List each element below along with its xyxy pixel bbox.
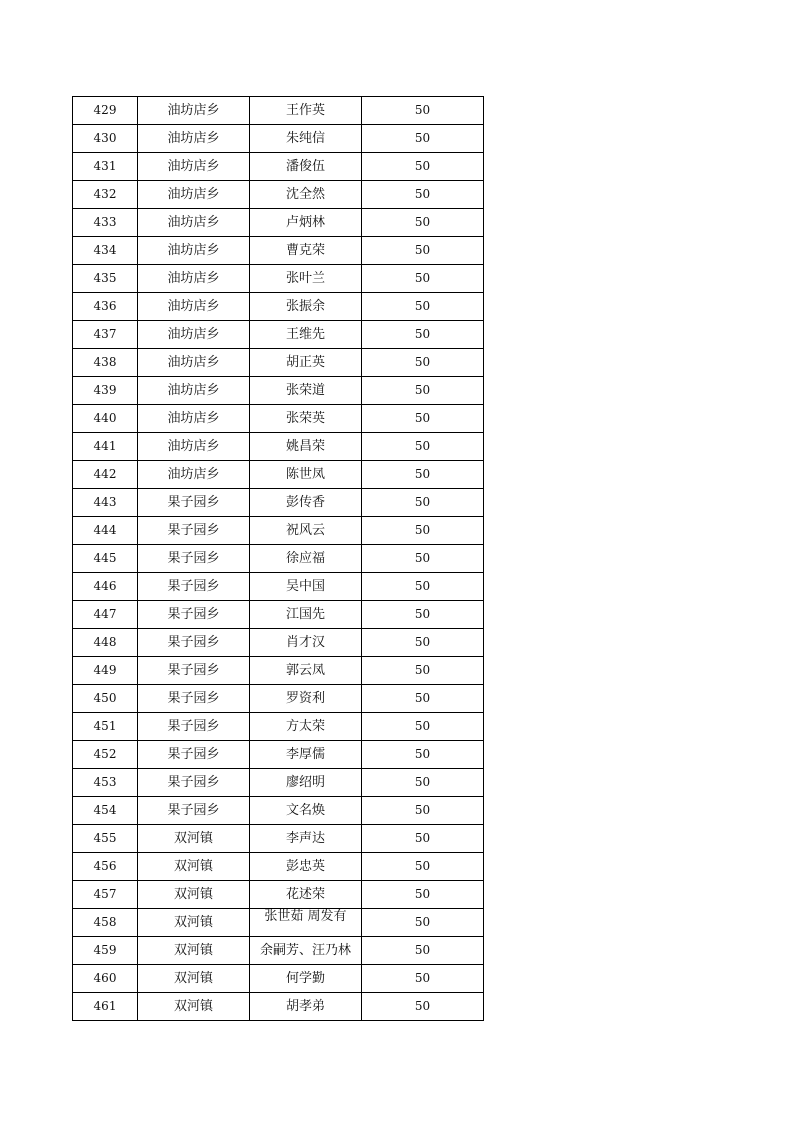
township-cell: 双河镇 (138, 965, 250, 993)
table-row (73, 209, 484, 237)
row-number-cell: 442 (73, 461, 138, 489)
table-row (73, 433, 484, 461)
table-row (73, 545, 484, 573)
person-name-cell: 胡孝弟 (250, 993, 362, 1021)
person-name-cell: 姚昌荣 (250, 433, 362, 461)
person-name-cell: 卢炳林 (250, 209, 362, 237)
township-cell: 油坊店乡 (138, 293, 250, 321)
row-number-cell: 461 (73, 993, 138, 1021)
amount-cell: 50 (362, 377, 484, 405)
row-number-cell: 448 (73, 629, 138, 657)
amount-cell: 50 (362, 937, 484, 965)
amount-cell: 50 (362, 825, 484, 853)
amount-cell: 50 (362, 293, 484, 321)
amount-cell: 50 (362, 489, 484, 517)
township-cell: 果子园乡 (138, 769, 250, 797)
township-cell: 果子园乡 (138, 713, 250, 741)
table-row (73, 993, 484, 1021)
table-row (73, 153, 484, 181)
table-row (73, 797, 484, 825)
person-name-cell: 肖才汉 (250, 629, 362, 657)
row-number-cell: 459 (73, 937, 138, 965)
person-name-cell: 彭传香 (250, 489, 362, 517)
amount-cell: 50 (362, 601, 484, 629)
person-name-text: 张世茹 周发有 (264, 909, 347, 924)
person-name-cell: 江国先 (250, 601, 362, 629)
amount-cell: 50 (362, 685, 484, 713)
amount-cell: 50 (362, 97, 484, 125)
township-cell: 油坊店乡 (138, 349, 250, 377)
township-cell: 油坊店乡 (138, 377, 250, 405)
amount-cell: 50 (362, 433, 484, 461)
row-number-cell: 449 (73, 657, 138, 685)
row-number-cell: 443 (73, 489, 138, 517)
table-row (73, 97, 484, 125)
row-number-cell: 460 (73, 965, 138, 993)
person-name-cell: 吴中国 (250, 573, 362, 601)
subsidy-table (72, 96, 484, 1021)
table-row (73, 321, 484, 349)
row-number-cell: 458 (73, 909, 138, 937)
table-row (73, 461, 484, 489)
table-row (73, 965, 484, 993)
township-cell: 油坊店乡 (138, 321, 250, 349)
person-name-cell (250, 909, 362, 937)
township-cell: 双河镇 (138, 881, 250, 909)
township-cell: 双河镇 (138, 825, 250, 853)
township-cell: 油坊店乡 (138, 153, 250, 181)
row-number-cell: 433 (73, 209, 138, 237)
row-number-cell: 451 (73, 713, 138, 741)
township-cell: 果子园乡 (138, 685, 250, 713)
person-name-cell: 张荣道 (250, 377, 362, 405)
row-number-cell: 437 (73, 321, 138, 349)
township-cell: 果子园乡 (138, 545, 250, 573)
township-cell: 双河镇 (138, 909, 250, 937)
person-name-cell: 张荣英 (250, 405, 362, 433)
amount-cell: 50 (362, 321, 484, 349)
amount-cell: 50 (362, 545, 484, 573)
table-row (73, 181, 484, 209)
amount-cell: 50 (362, 405, 484, 433)
table-row (73, 293, 484, 321)
row-number-cell: 447 (73, 601, 138, 629)
person-name-cell: 朱纯信 (250, 125, 362, 153)
amount-cell: 50 (362, 713, 484, 741)
row-number-cell: 445 (73, 545, 138, 573)
amount-cell: 50 (362, 965, 484, 993)
table-row (73, 125, 484, 153)
person-name-cell: 罗资利 (250, 685, 362, 713)
person-name-cell: 彭忠英 (250, 853, 362, 881)
table-row (73, 349, 484, 377)
person-name-cell: 何学勤 (250, 965, 362, 993)
person-name-cell: 张振余 (250, 293, 362, 321)
person-name-cell: 王作英 (250, 97, 362, 125)
table-row (73, 517, 484, 545)
table-row (73, 237, 484, 265)
township-cell: 油坊店乡 (138, 405, 250, 433)
township-cell: 油坊店乡 (138, 181, 250, 209)
amount-cell: 50 (362, 797, 484, 825)
row-number-cell: 446 (73, 573, 138, 601)
row-number-cell: 429 (73, 97, 138, 125)
amount-cell: 50 (362, 349, 484, 377)
person-name-cell: 方太荣 (250, 713, 362, 741)
township-cell: 双河镇 (138, 993, 250, 1021)
table-row (73, 629, 484, 657)
table-row (73, 489, 484, 517)
township-cell: 油坊店乡 (138, 461, 250, 489)
row-number-cell: 455 (73, 825, 138, 853)
person-name-cell: 胡正英 (250, 349, 362, 377)
person-name-cell: 曹克荣 (250, 237, 362, 265)
table-row (73, 769, 484, 797)
row-number-cell: 440 (73, 405, 138, 433)
person-name-cell: 张叶兰 (250, 265, 362, 293)
amount-cell: 50 (362, 853, 484, 881)
row-number-cell: 456 (73, 853, 138, 881)
table-row (73, 377, 484, 405)
township-cell: 果子园乡 (138, 573, 250, 601)
township-cell: 油坊店乡 (138, 209, 250, 237)
amount-cell: 50 (362, 573, 484, 601)
township-cell: 果子园乡 (138, 657, 250, 685)
amount-cell: 50 (362, 909, 484, 937)
amount-cell: 50 (362, 237, 484, 265)
amount-cell: 50 (362, 629, 484, 657)
person-name-cell: 李声达 (250, 825, 362, 853)
table-row (73, 713, 484, 741)
table-row (73, 601, 484, 629)
row-number-cell: 450 (73, 685, 138, 713)
table-row (73, 685, 484, 713)
township-cell: 双河镇 (138, 937, 250, 965)
row-number-cell: 441 (73, 433, 138, 461)
row-number-cell: 454 (73, 797, 138, 825)
township-cell: 油坊店乡 (138, 237, 250, 265)
person-name-cell: 沈全然 (250, 181, 362, 209)
amount-cell: 50 (362, 993, 484, 1021)
table-row (73, 853, 484, 881)
person-name-cell: 文名焕 (250, 797, 362, 825)
row-number-cell: 438 (73, 349, 138, 377)
table-row (73, 405, 484, 433)
amount-cell: 50 (362, 461, 484, 489)
table-row (73, 265, 484, 293)
person-name-cell: 郭云凤 (250, 657, 362, 685)
township-cell: 油坊店乡 (138, 125, 250, 153)
row-number-cell: 436 (73, 293, 138, 321)
table-row (73, 909, 484, 937)
row-number-cell: 444 (73, 517, 138, 545)
amount-cell: 50 (362, 881, 484, 909)
row-number-cell: 434 (73, 237, 138, 265)
table-row (73, 573, 484, 601)
amount-cell: 50 (362, 209, 484, 237)
row-number-cell: 453 (73, 769, 138, 797)
township-cell: 果子园乡 (138, 629, 250, 657)
person-name-cell: 余嗣芳、汪乃林 (250, 937, 362, 965)
person-name-cell: 李厚儒 (250, 741, 362, 769)
table-row (73, 825, 484, 853)
amount-cell: 50 (362, 181, 484, 209)
person-name-cell: 廖绍明 (250, 769, 362, 797)
township-cell: 油坊店乡 (138, 265, 250, 293)
person-name-cell: 潘俊伍 (250, 153, 362, 181)
amount-cell: 50 (362, 125, 484, 153)
township-cell: 果子园乡 (138, 797, 250, 825)
township-cell: 双河镇 (138, 853, 250, 881)
township-cell: 油坊店乡 (138, 97, 250, 125)
person-name-cell: 徐应福 (250, 545, 362, 573)
person-name-cell: 祝风云 (250, 517, 362, 545)
amount-cell: 50 (362, 153, 484, 181)
person-name-cell: 花述荣 (250, 881, 362, 909)
row-number-cell: 431 (73, 153, 138, 181)
township-cell: 果子园乡 (138, 741, 250, 769)
row-number-cell: 457 (73, 881, 138, 909)
row-number-cell: 452 (73, 741, 138, 769)
table-row (73, 881, 484, 909)
amount-cell: 50 (362, 517, 484, 545)
amount-cell: 50 (362, 741, 484, 769)
person-name-cell: 陈世凤 (250, 461, 362, 489)
table-row (73, 741, 484, 769)
row-number-cell: 439 (73, 377, 138, 405)
township-cell: 果子园乡 (138, 517, 250, 545)
table-body (73, 97, 484, 1021)
row-number-cell: 435 (73, 265, 138, 293)
row-number-cell: 430 (73, 125, 138, 153)
amount-cell: 50 (362, 657, 484, 685)
township-cell: 油坊店乡 (138, 433, 250, 461)
township-cell: 果子园乡 (138, 601, 250, 629)
person-name-cell: 王维先 (250, 321, 362, 349)
row-number-cell: 432 (73, 181, 138, 209)
amount-cell: 50 (362, 769, 484, 797)
table-row (73, 657, 484, 685)
township-cell: 果子园乡 (138, 489, 250, 517)
amount-cell: 50 (362, 265, 484, 293)
table-row (73, 937, 484, 965)
